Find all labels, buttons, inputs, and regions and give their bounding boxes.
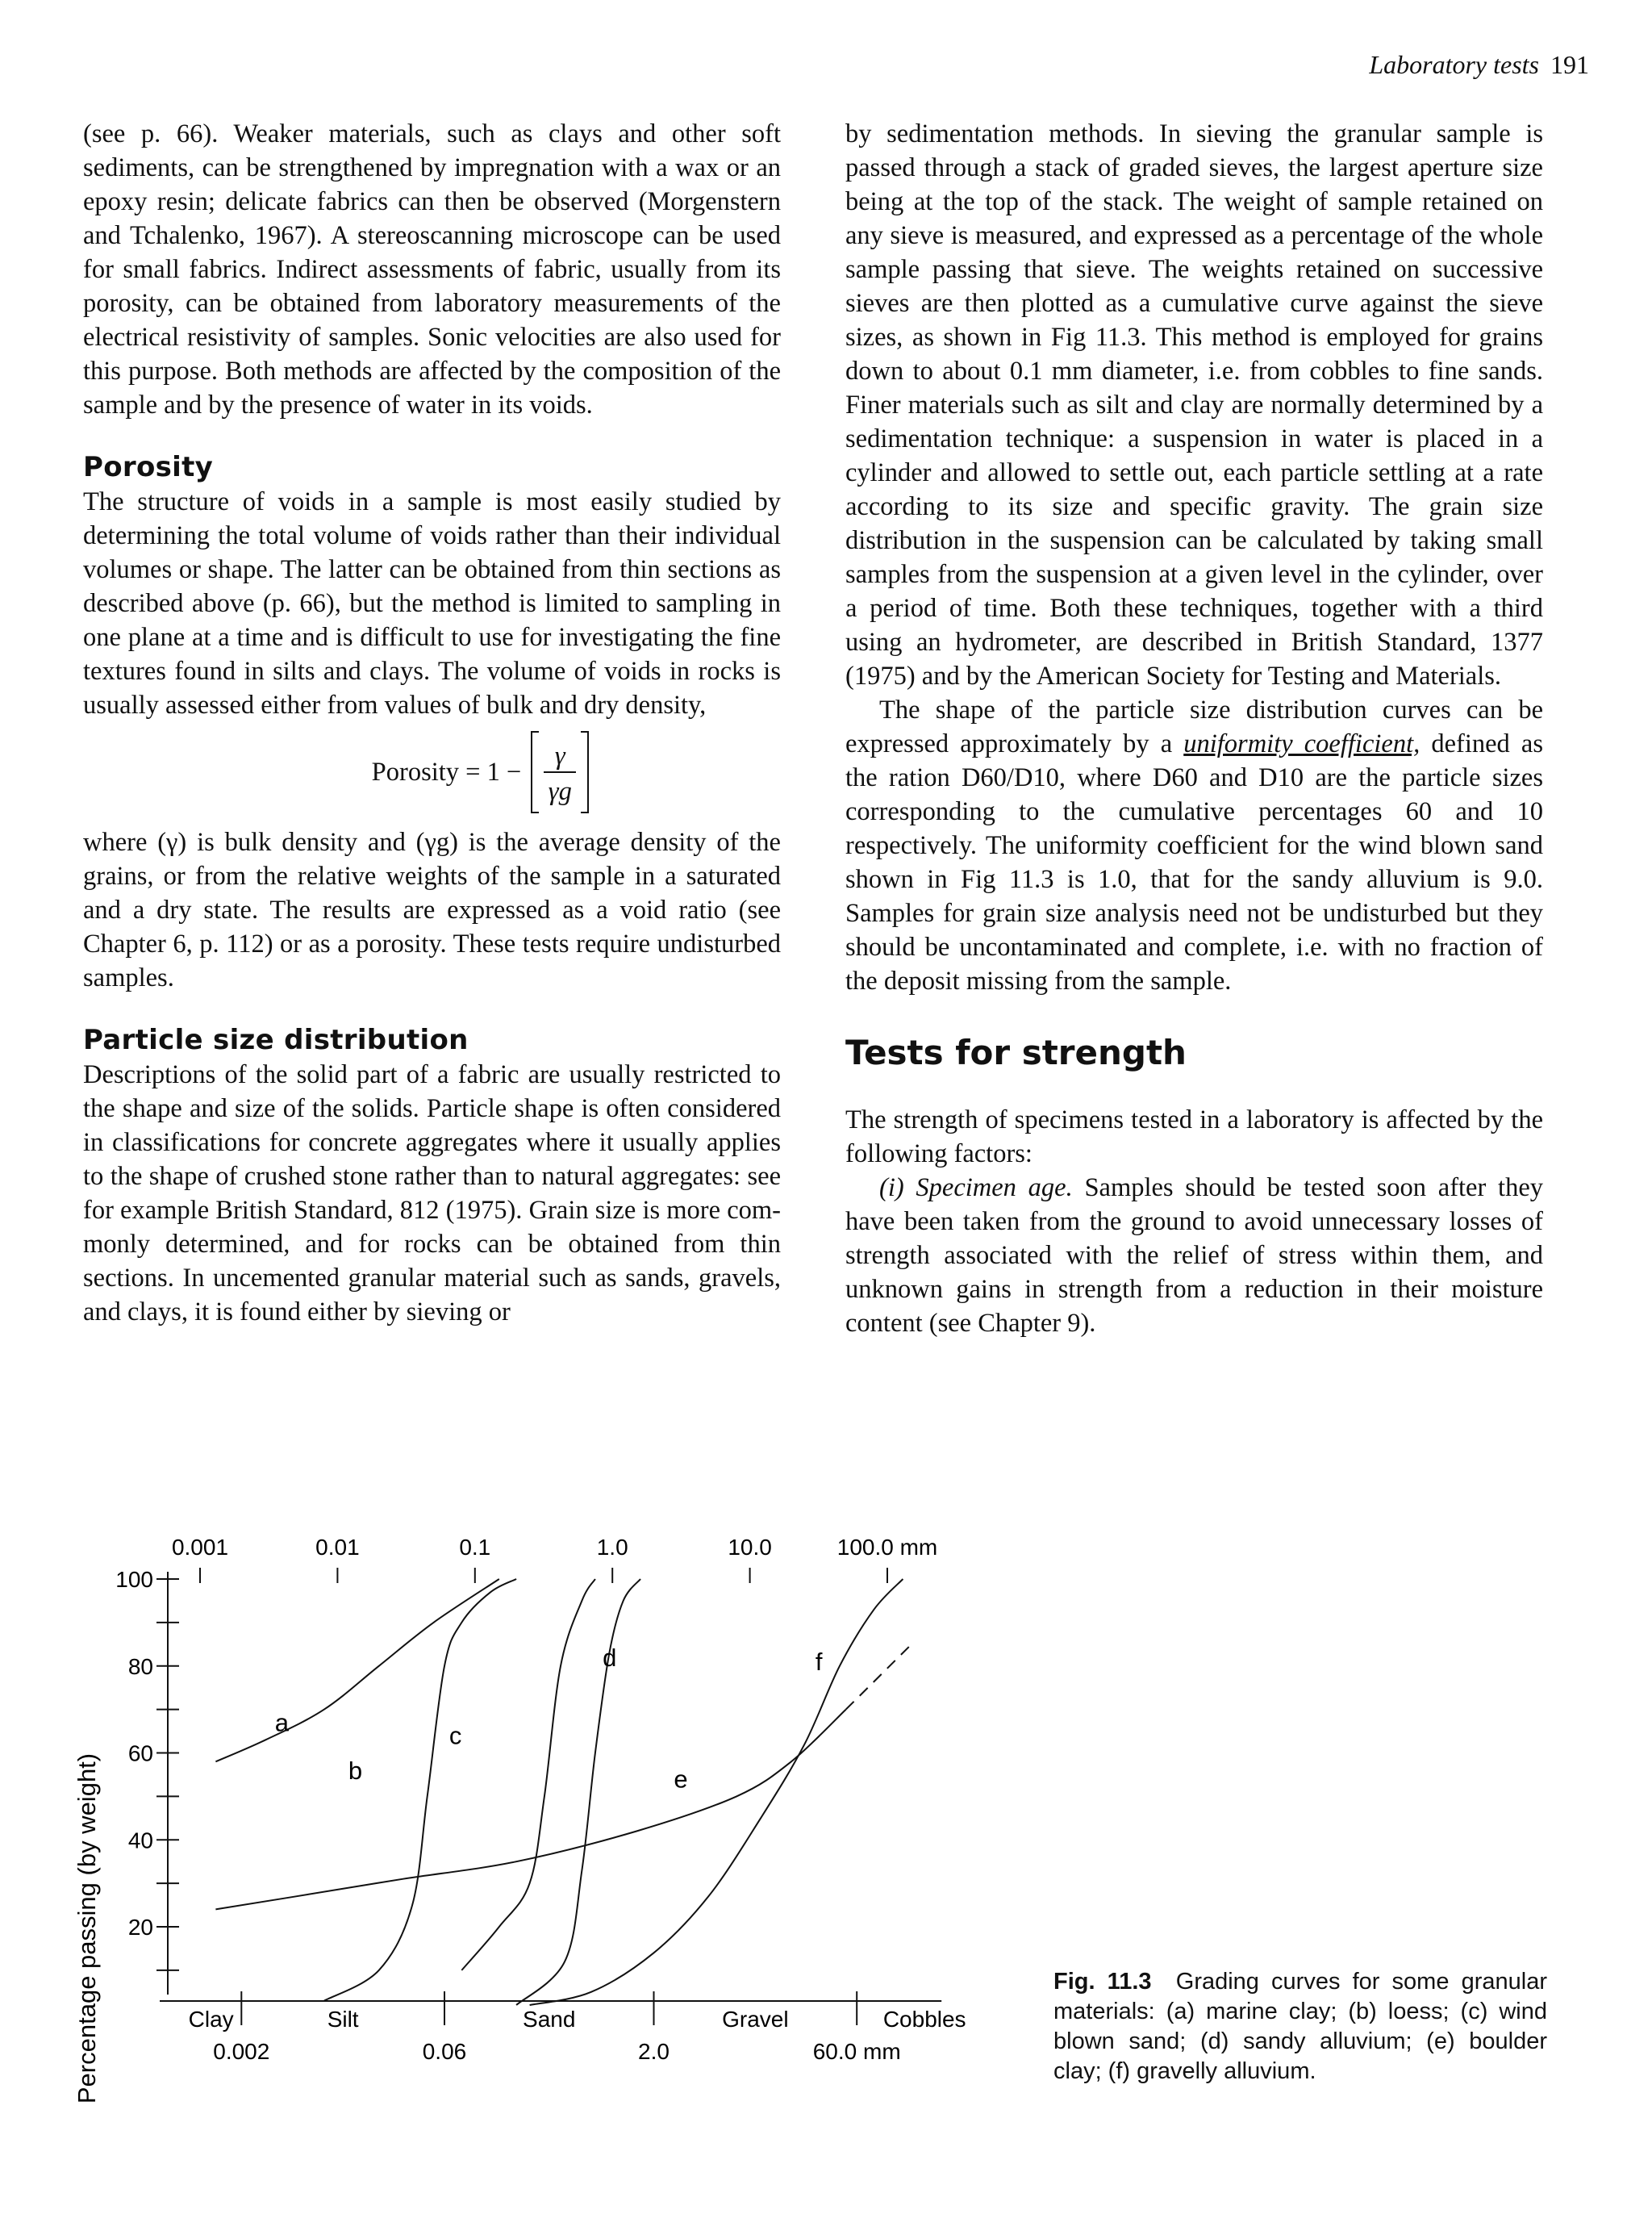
y-axis-label: Percentage passing (by weight)	[73, 1752, 101, 2104]
curve-label-d: d	[603, 1643, 617, 1672]
formula-denominator: γg	[548, 777, 572, 806]
figure-caption-text: Grading curves for some granular materials: (a) marine clay; (b) loess; (c) wind blown sand; (d) sandy alluvium; (e) boulder clay; (f) gravelly alluvium.	[1053, 1969, 1547, 2084]
uniformity-text-b: defined as the ration D60/D10, where D60 and D10 are the particle sizes corresponding to the cumulative percentages 60 and 10 respectively. The uniformity coefficient for the wind blown sand shown in Fig 11.3 is 1.0, that for the sandy alluvium is 9.0. Samples for grain size analysis need not be undisturbed but they should be uncontaminated and complete, i.e. with no fraction of the deposit missing from the sample.	[845, 729, 1543, 996]
fraction-label: Gravel	[722, 2007, 789, 2032]
chart-series	[215, 1579, 912, 2005]
figure-caption-label: Fig. 11.3	[1053, 1969, 1152, 1995]
curve-e-extension	[846, 1644, 912, 1710]
fraction-label: Cobbles	[882, 2007, 966, 2032]
curve-label-f: f	[815, 1648, 823, 1677]
chart-axes	[115, 1535, 966, 2064]
right-paragraph-1: by sedimentation methods. In sieving the granular sample is passed through a stack of graded sieves, the largest aperture size being at the top of the stack. The weight of sample retained on any sieve is measured, and expressed as a percentage of the whole sample passing that sieve. The weights retained on successive sieves are then plotted as a cumulative curve against the sieve sizes, as shown in Fig 11.3. This method is employed for grains down to about 0.1 mm diameter, i.e. from cobbles to fine sands. Finer materials such as silt and clay are normally determined by a sedimentation technique: a suspension in water is placed in a cylinder and allowed to settle out, each particle settling at a rate according to its size and specific gravity. The grain size distribution in the suspension can be calculated by taking small samples from the suspension at a given level in the cylinder, over a period of time. Both these techniques, together with a third using an hydrometer, are described in British Standard, 1377 (1975) and by the American Society for Testing and Materials.	[845, 119, 1543, 691]
figure-caption	[1053, 1967, 1547, 2087]
uniformity-coefficient-term: uniformity coefficient,	[1183, 729, 1420, 758]
fraction-label: Clay	[188, 2007, 234, 2032]
curve-b	[324, 1579, 516, 2001]
bottom-tick-label: 2.0	[638, 2039, 670, 2064]
bottom-tick-label: 60.0 mm	[812, 2039, 901, 2064]
particle-size-heading: Particle size distribution	[83, 1024, 469, 1056]
formula-lhs: Porosity = 1 −	[371, 758, 522, 787]
y-tick-label: 100	[115, 1567, 153, 1592]
curve-d	[516, 1579, 640, 2005]
top-tick-label: 0.001	[171, 1535, 229, 1560]
chart-curve-labels	[275, 1644, 823, 1794]
curve-label-a: a	[274, 1708, 289, 1737]
curve-label-b: b	[348, 1756, 363, 1785]
curve-label-e: e	[674, 1765, 688, 1794]
top-tick-label: 0.1	[459, 1535, 491, 1560]
y-tick-label: 40	[127, 1828, 153, 1853]
top-tick-label: 10.0	[728, 1535, 772, 1560]
porosity-heading: Porosity	[83, 451, 214, 483]
y-tick-label: 60	[127, 1740, 153, 1766]
left-paragraph-2: The structure of voids in a sample is most easily studied by determining the total volume of voids rather than their individual volumes or shape. The latter can be obtained from thin sections as described above (p. 66), but the method is limited to sampling in one plane at a time and is difficult to use for investigating the fine textures found in silts and clays. The volume of voids in rocks is usually assessed either from values of bulk and dry density,	[83, 487, 781, 720]
tests-for-strength-heading: Tests for strength	[845, 1033, 1187, 1072]
uniformity-text-a: The shape of the particle size distribution curves can be expressed approximately by a	[845, 696, 1543, 758]
top-tick-label: 0.01	[315, 1535, 360, 1560]
curve-c	[461, 1579, 595, 1970]
y-tick-label: 80	[127, 1653, 153, 1679]
formula-numerator: γ	[554, 742, 565, 771]
y-tick-label: 20	[127, 1915, 153, 1940]
top-tick-label: 100.0 mm	[836, 1535, 938, 1560]
right-paragraph-3: The strength of specimens tested in a laboratory is affected by the following factors:	[845, 1105, 1543, 1168]
running-title: Laboratory tests	[1369, 50, 1539, 79]
bottom-tick-label: 0.002	[213, 2039, 270, 2064]
left-paragraph-4: Descriptions of the solid part of a fabric are usually restricted to the shape and size of the solids. Particle shape is often considered in classifications for concrete aggregates where it usually applies to the shape of crushed stone rather than to natural aggregates: see for example British Standard, 812 (1975). Grain size is more commonly determined, and for rocks can be obtained from thin sections. In uncemented granular material such as sands, gravels, and clays, it is found either by sieving or	[83, 1060, 781, 1326]
specimen-age-text: Samples should be tested soon after they have been taken from the ground to avoid unnecessary losses of strength associated with the relief of stress within them, and unknown gains in strength from a reduction in their moisture content (see Chapter 9).	[845, 1173, 1543, 1338]
fraction-label: Silt	[327, 2007, 359, 2032]
bottom-tick-label: 0.06	[422, 2039, 467, 2064]
left-paragraph-1: (see p. 66). Weaker materials, such as clays and other soft sediments, can be strengthened by impregnation with a wax or an epoxy resin; delicate fabrics can then be observed (Morgenstern and Tchalenko, 1967). A stereoscanning microscope can be used for small fabrics. Indirect assessments of fabric, usually from its porosity, can be obtained from laboratory measurements of the electrical resistivity of samples. Sonic velocities are also used for this purpose. Both methods are affected by the composition of the sample and by the presence of water in its voids.	[83, 119, 781, 420]
left-paragraph-3: where (γ) is bulk density and (γg) is the average density of the grains, or from the relative weights of the sample in a saturated and a dry state. The results are expressed as a void ratio (see Chapter 6, p. 112) or as a porosity. These tests require undisturbed samples.	[83, 828, 781, 992]
curve-f	[530, 1579, 903, 2005]
specimen-age-label: (i) Specimen age.	[879, 1173, 1073, 1202]
page-number: 191	[1550, 50, 1589, 79]
curve-label-c: c	[448, 1721, 462, 1750]
fraction-label: Sand	[523, 2007, 576, 2032]
top-tick-label: 1.0	[596, 1535, 628, 1560]
